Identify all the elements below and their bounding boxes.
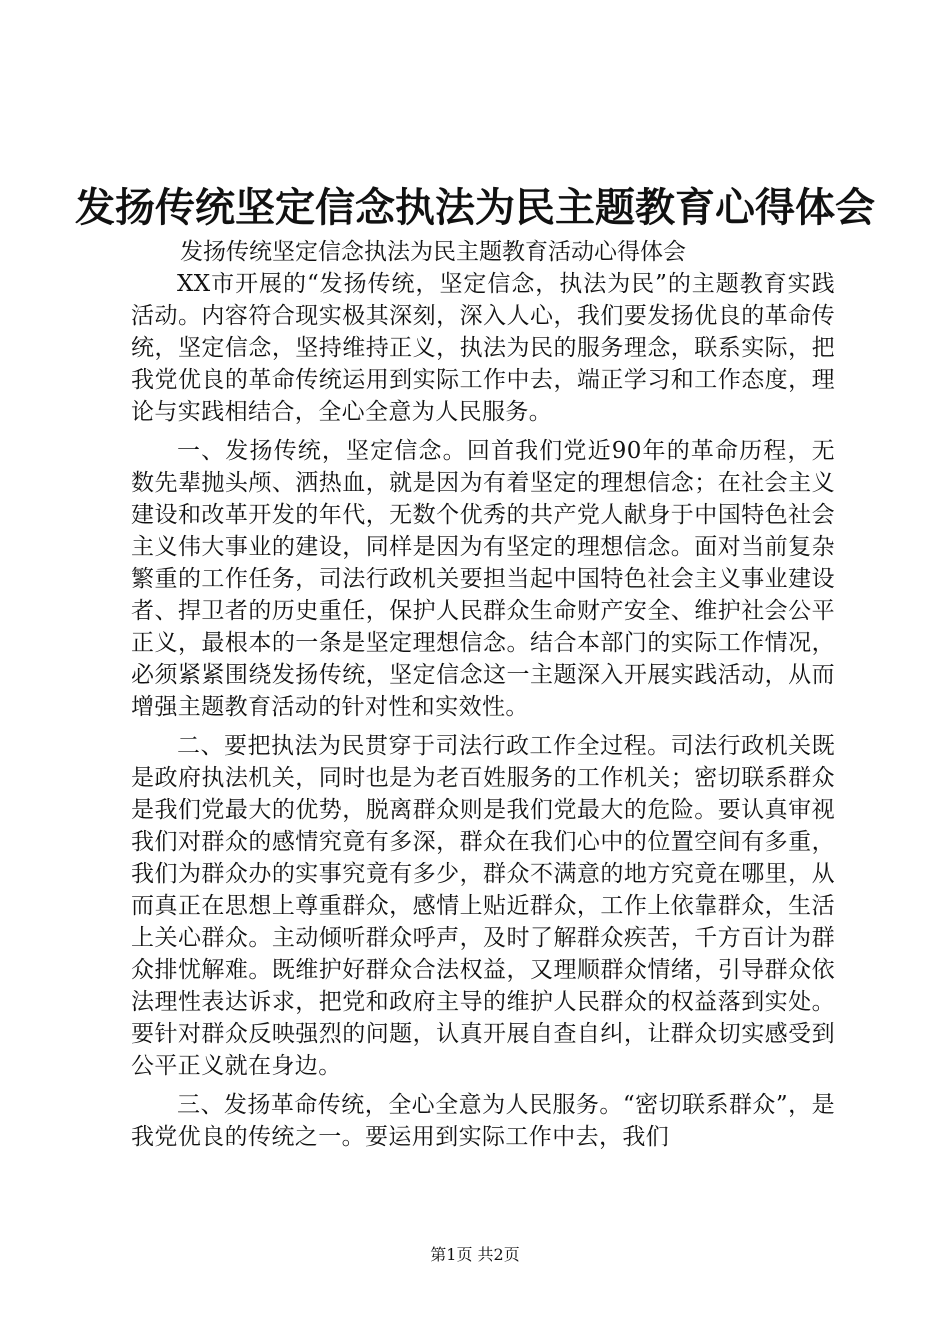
paragraph-section-1: 一、发扬传统，坚定信念。回首我们党近90年的革命历程，无数先辈抛头颅、洒热血，就是因为有着坚定的理想信念；在社会主义建设和改革开发的年代，无数个优秀的共产党人献身于中国特色社会主义伟大事业的建设，同样是因为有坚定的理想信念。面对当前复杂繁重的工作任务，司法行政机关要担当起中国特色社会主义事业建设者、捍卫者的历史重任，保护人民群众生命财产安全、维护社会公平正义，最根本的一条是坚定理想信念。结合本部门的实际工作情况，必须紧紧围绕发扬传统，坚定信念这一主题深入开展实践活动，从而增强主题教育活动的针对性和实效性。 [131,438,835,720]
paragraph-intro: XX市开展的“发扬传统，坚定信念，执法为民”的主题教育实践活动。内容符合现实极其深刻，深入人心，我们要发扬优良的革命传统，坚定信念，坚持维持正义，执法为民的服务理念，联系实际，把我党优良的革命传统运用到实际工作中去，端正学习和工作态度，理论与实践相结合，全心全意为人民服务。 [131,271,835,425]
document-body [131,268,835,1160]
paragraph-section-3: 三、发扬革命传统，全心全意为人民服务。“密切联系群众”，是我党优良的传统之一。要运用到实际工作中去，我们 [131,1092,835,1150]
document-subtitle: 发扬传统坚定信念执法为民主题教育活动心得体会 [180,239,686,265]
document-title: 发扬传统坚定信念执法为民主题教育心得体会 [75,184,875,231]
page-number-footer: 第1页 共2页 [430,1245,520,1264]
paragraph-section-2: 二、要把执法为民贯穿于司法行政工作全过程。司法行政机关既是政府执法机关，同时也是为老百姓服务的工作机关；密切联系群众是我们党最大的优势，脱离群众则是我们党最大的危险。要认真审视我们对群众的感情究竟有多深，群众在我们心中的位置空间有多重，我们为群众办的实事究竟有多少，群众不满意的地方究竟在哪里，从而真正在思想上尊重群众，感情上贴近群众，工作上依靠群众，生活上关心群众。主动倾听群众呼声，及时了解群众疾苦，千方百计为群众排忧解难。既维护好群众合法权益，又理顺群众情绪，引导群众依法理性表达诉求，把党和政府主导的维护人民群众的权益落到实处。要针对群众反映强烈的问题，认真开展自查自纠，让群众切实感受到公平正义就在身边。 [131,733,835,1079]
